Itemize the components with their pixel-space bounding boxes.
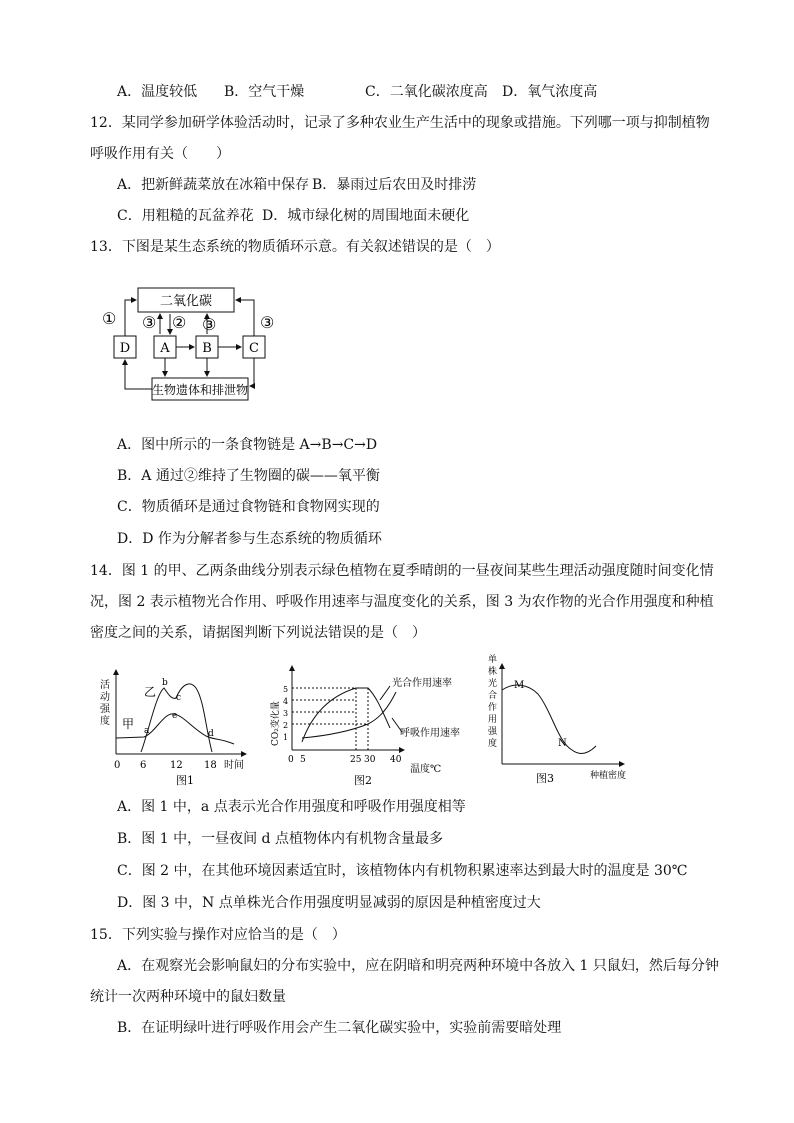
fig2-ytick-3: 3 xyxy=(283,709,289,718)
fig1-ylabel-2: 动 xyxy=(100,692,110,703)
fig1-point-c: c xyxy=(176,693,182,703)
fig2-xtick-5: 5 xyxy=(300,755,306,765)
q12-option-d: D．城市绿化树的周围地面未硬化 xyxy=(262,208,470,224)
q13-option-b: B．A 通过②维持了生物圈的碳——氧平衡 xyxy=(117,468,380,484)
q13-option-a: A．图中所示的一条食物链是 A→B→C→D xyxy=(117,437,378,453)
q13-option-c: C．物质循环是通过食物链和食物网实现的 xyxy=(117,499,380,515)
waste-label: 生物遗体和排泄物 xyxy=(151,383,249,397)
q11-option-d: D．氧气浓度高 xyxy=(502,84,598,100)
fig3-ylabel-5: 作 xyxy=(488,703,498,713)
figure-3-chart xyxy=(484,650,664,784)
q12-option-b: B．暴雨过后农田及时排涝 xyxy=(312,177,477,193)
fig2-xtick-25: 25 xyxy=(350,755,362,765)
fig3-ylabel-8: 度 xyxy=(488,739,498,749)
q15-option-b: B．在证明绿叶进行呼吸作用会产生二氧化碳实验中，实验前需要暗处理 xyxy=(117,1020,562,1036)
q14-stem-line2: 况，图 2 表示植物光合作用、呼吸作用速率与温度变化的关系，图 3 为农作物的光合作用强度和种植 xyxy=(90,594,714,610)
fig1-point-b: b xyxy=(162,678,168,688)
q15-option-a-line1: A．在观察光会影响鼠妇的分布实验中，应在阴暗和明亮两种环境中各放入 1 只鼠妇，然后每分钟 xyxy=(117,958,719,974)
q12-stem-line2: 呼吸作用有关（ ） xyxy=(90,146,230,162)
q11-option-c: C．二氧化碳浓度高 xyxy=(365,84,488,100)
fig1-tick-0: 0 xyxy=(114,760,121,771)
fig3-ylabel-4: 合 xyxy=(488,691,498,701)
fig1-point-e: e xyxy=(172,711,178,721)
q15-stem: 15．下列实验与操作对应恰当的是（ ） xyxy=(90,927,346,943)
q14-option-d: D．图 3 中，N 点单株光合作用强度明显减弱的原因是种植密度过大 xyxy=(117,895,541,911)
label-circle-1: ① xyxy=(102,309,117,328)
fig1-series-jia: 甲 xyxy=(122,717,135,731)
q12-stem-line1: 12．某同学参加研学体验活动时，记录了多种农业生产生活中的现象或措施。下列哪一项与抑制植物 xyxy=(90,115,710,131)
fig2-ytick-1: 1 xyxy=(283,733,289,742)
fig1-series-yi: 乙 xyxy=(144,685,157,699)
q14-option-c: C．图 2 中，在其他环境因素适宜时，该植物体内有机物积累速率达到最大时的温度是 30℃ xyxy=(117,863,688,879)
fig2-series-respiration: 呼吸作用速率 xyxy=(400,728,460,739)
q14-option-a: A．图 1 中，a 点表示光合作用强度和呼吸作用强度相等 xyxy=(117,799,466,815)
fig1-caption: 图1 xyxy=(176,774,194,787)
q14-stem-line3: 密度之间的关系，请据图判断下列说法错误的是（ ） xyxy=(90,625,426,641)
q13-stem: 13．下图是某生态系统的物质循环示意。有关叙述错误的是（ ） xyxy=(90,239,500,255)
fig3-ylabel-1: 单 xyxy=(488,655,498,665)
fig3-ylabel-6: 用 xyxy=(488,715,498,725)
fig2-ytick-4: 4 xyxy=(283,697,289,706)
fig2-ytick-5: 5 xyxy=(283,685,289,694)
fig3-ylabel-2: 株 xyxy=(488,667,498,677)
fig1-tick-18: 18 xyxy=(204,760,217,771)
fig3-caption: 图3 xyxy=(536,772,554,784)
fig1-point-d: d xyxy=(208,729,214,739)
q13-option-d: D．D 作为分解者参与生态系统的物质循环 xyxy=(117,531,382,547)
label-circle-3-c: ③ xyxy=(260,313,275,332)
node-b-label: B xyxy=(202,341,212,356)
fig2-ylabel: CO₂变化量 xyxy=(271,701,281,746)
figure-2-chart xyxy=(264,662,474,788)
node-d-label: D xyxy=(119,341,131,356)
q14-stem-line1: 14．图 1 的甲、乙两条曲线分别表示绿色植物在夏季晴朗的一昼夜间某些生理活动强度随时间变化情 xyxy=(90,563,714,579)
fig1-point-a: a xyxy=(144,726,150,736)
fig2-xtick-0: 0 xyxy=(288,755,294,765)
fig2-series-photosynthesis: 光合作用速率 xyxy=(392,678,452,689)
fig3-ylabel-3: 光 xyxy=(488,679,498,689)
figure-1-chart xyxy=(96,664,256,788)
carbon-cycle-diagram xyxy=(90,278,300,408)
node-c-label: C xyxy=(249,341,259,356)
fig2-xtick-40: 40 xyxy=(390,755,402,765)
fig1-tick-12: 12 xyxy=(170,760,183,771)
q12-option-a: A．把新鲜蔬菜放在冰箱中保存 xyxy=(117,177,310,193)
fig1-xlabel: 时间 xyxy=(224,760,244,771)
q15-option-a-line2: 统计一次两种环境中的鼠妇数量 xyxy=(90,989,286,1005)
fig1-ylabel-4: 度 xyxy=(100,716,110,727)
fig3-xlabel: 种植密度 xyxy=(590,771,627,781)
label-circle-2: ② xyxy=(172,313,187,332)
co2-label: 二氧化碳 xyxy=(159,294,213,309)
q11-option-a: A．温度较低 xyxy=(117,84,198,100)
fig2-curve-photosynthesis xyxy=(302,688,390,742)
fig3-curve xyxy=(502,685,596,753)
fig1-ylabel-3: 强 xyxy=(100,704,110,715)
fig1-tick-6: 6 xyxy=(140,760,147,771)
q12-option-c: C．用粗糙的瓦盆养花 xyxy=(117,208,254,224)
q14-option-b: B．图 1 中，一昼夜间 d 点植物体内有机物含量最多 xyxy=(117,831,443,847)
fig2-caption: 图2 xyxy=(354,774,372,787)
fig2-ytick-2: 2 xyxy=(283,721,289,730)
fig1-ylabel-1: 活 xyxy=(100,680,110,691)
q11-option-b: B．空气干燥 xyxy=(224,84,305,100)
fig3-point-n: N xyxy=(558,738,567,749)
fig2-xtick-30: 30 xyxy=(364,755,376,765)
fig3-point-m: M xyxy=(514,680,525,691)
fig3-ylabel-7: 强 xyxy=(488,727,498,737)
node-a-label: A xyxy=(160,341,170,356)
label-circle-3-b: ③ xyxy=(202,315,217,334)
label-circle-3-a: ③ xyxy=(142,313,157,332)
fig2-xlabel: 温度℃ xyxy=(410,764,442,775)
